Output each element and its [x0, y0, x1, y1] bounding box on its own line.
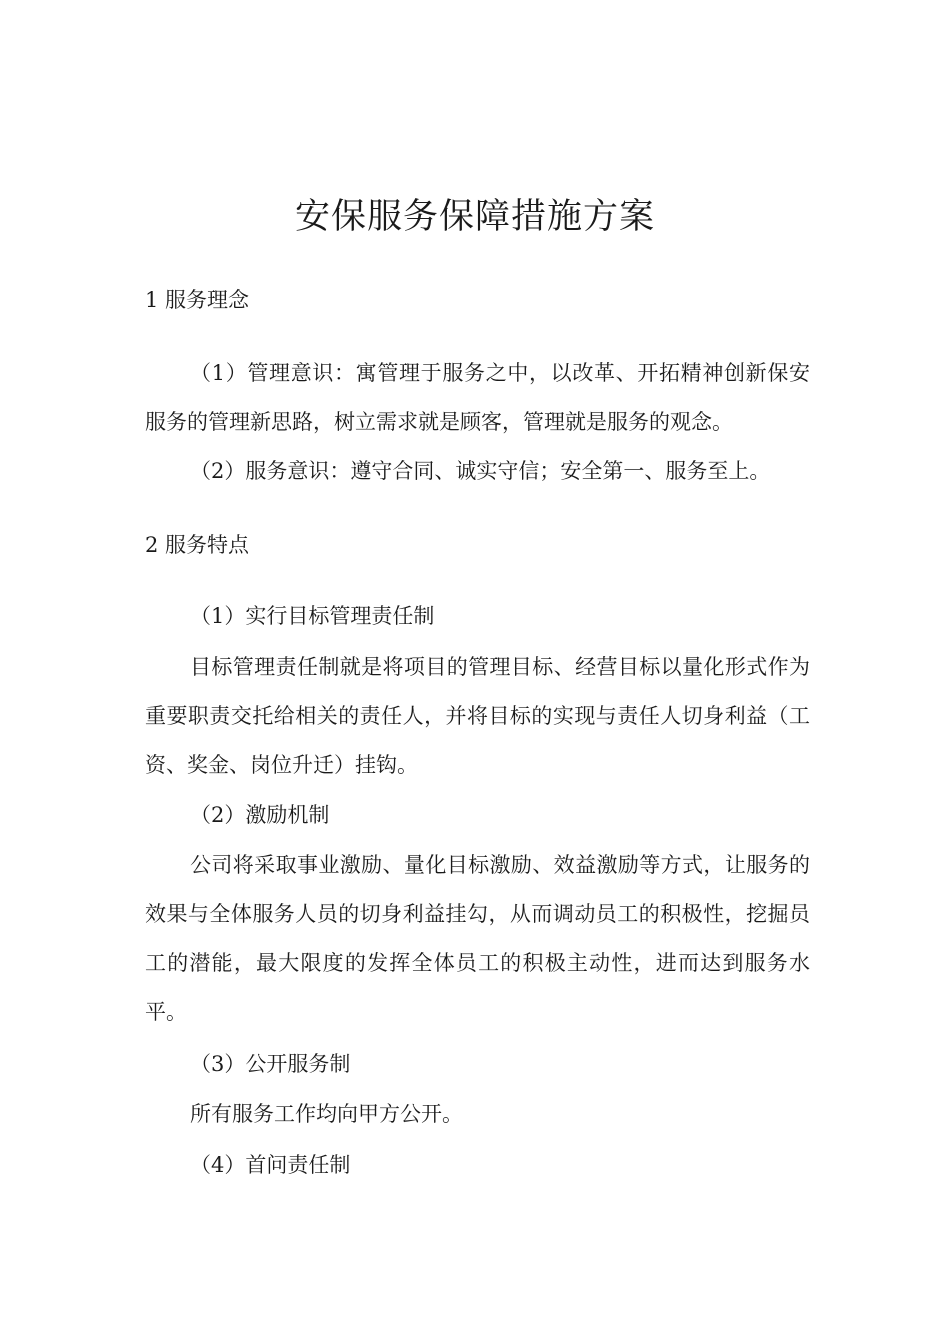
section-heading-service-features: 2 服务特点	[145, 533, 250, 557]
subheading-open-service: （3）公开服务制	[190, 1052, 351, 1076]
section-heading-service-concept: 1 服务理念	[145, 288, 250, 312]
document-title: 安保服务保障措施方案	[294, 197, 655, 237]
paragraph-target-responsibility: 目标管理责任制就是将项目的管理目标、经营目标以量化形式作为重要职责交托给相关的责任人，并将目标的实现与责任人切身利益（工资、奖金、岗位升迁）挂钩。	[145, 655, 810, 777]
paragraph-management-awareness: （1）管理意识：寓管理于服务之中，以改革、开拓精神创新保安服务的管理新思路，树立需求就是顾客，管理就是服务的观念。	[145, 361, 810, 434]
subheading-incentive-mechanism: （2）激励机制	[190, 803, 330, 827]
paragraph-open-service: 所有服务工作均向甲方公开。	[190, 1102, 463, 1126]
paragraph-service-awareness: （2）服务意识：遵守合同、诚实守信；安全第一、服务至上。	[190, 459, 771, 483]
paragraph-incentive-mechanism: 公司将采取事业激励、量化目标激励、效益激励等方式，让服务的效果与全体服务人员的切身利益挂勾，从而调动员工的积极性，挖掘员工的潜能，最大限度的发挥全体员工的积极主动性，进而达到服务水平。	[145, 853, 810, 1024]
subheading-first-inquiry-responsibility: （4）首问责任制	[190, 1153, 351, 1177]
subheading-target-responsibility: （1）实行目标管理责任制	[190, 604, 435, 628]
